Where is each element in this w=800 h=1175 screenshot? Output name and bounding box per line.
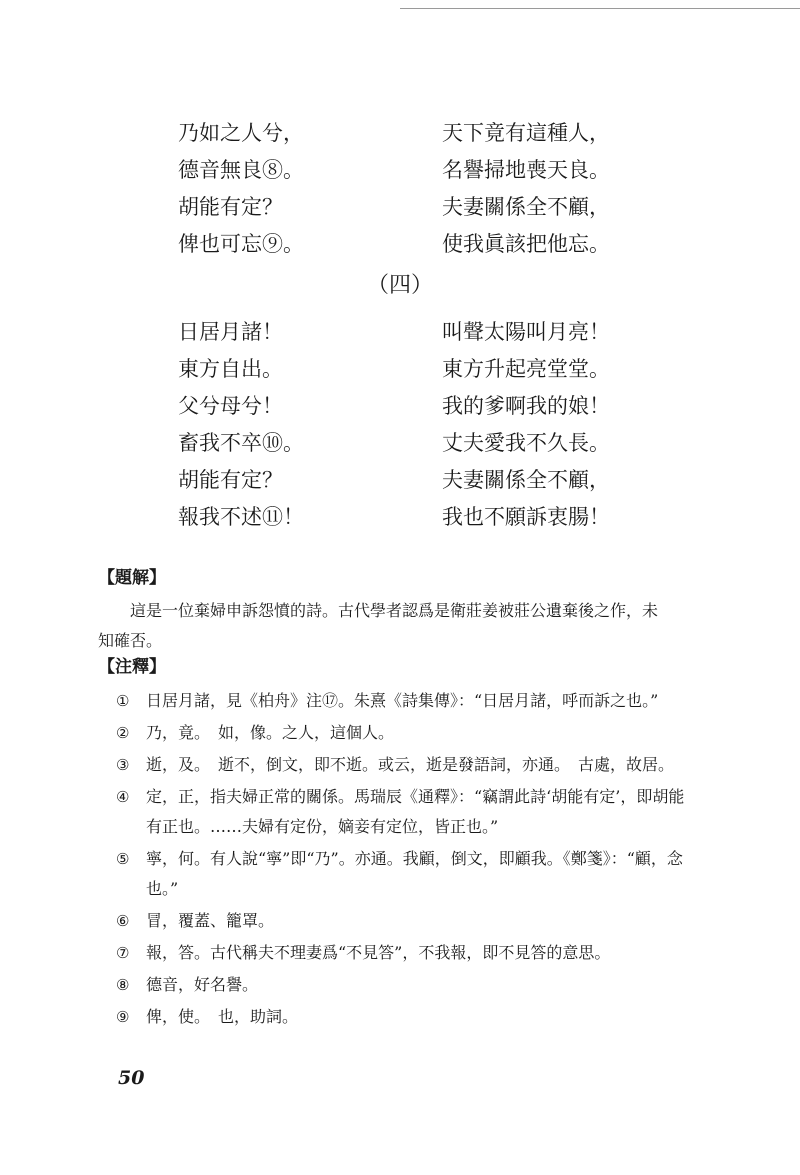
verse-line (0, 503, 800, 540)
note-item (98, 718, 688, 748)
verse-original: 德音無良⑧。 (178, 158, 304, 182)
verse-translation: 名譽掃地喪天良。 (442, 158, 610, 182)
note-text: 日居月諸，見《柏舟》注⑰。朱熹《詩集傳》：“日居月諸，呼而訴之也。” (146, 691, 659, 710)
verse-line (0, 392, 800, 429)
verse-original: 胡能有定？ (178, 468, 283, 492)
note-item (98, 782, 688, 842)
note-item (98, 938, 688, 968)
verse-original: 報我不述⑪！ (178, 505, 304, 529)
note-text: 報，答。古代稱夫不理妻爲“不見答”，不我報，即不見答的意思。 (146, 943, 611, 962)
verse-line (0, 193, 800, 230)
stanza-four (0, 318, 800, 540)
note-number: ⑥ (116, 912, 130, 930)
verse-translation: 夫妻關係全不顧， (442, 468, 610, 492)
note-number: ③ (116, 756, 130, 774)
verse-translation: 東方升起亮堂堂。 (442, 357, 610, 381)
notes-list (98, 686, 688, 1034)
verse-line (0, 156, 800, 193)
page-number: 50 (118, 1067, 145, 1089)
verse-line (0, 318, 800, 355)
verse-line (0, 119, 800, 156)
note-item (98, 686, 688, 716)
tijie-text: 這是一位棄婦申訴怨憤的詩。古代學者認爲是衛莊姜被莊公遺棄後之作，未知確否。 (98, 601, 659, 650)
verse-line (0, 230, 800, 267)
verse-line (0, 355, 800, 392)
note-text: 冒，覆蓋、籠罩。 (146, 911, 275, 930)
verse-line (0, 466, 800, 503)
note-text: 定，正，指夫婦正常的關係。馬瑞辰《通釋》：“竊謂此詩‘胡能有定’，即胡能有正也。……夫婦有定份，嫡妾有定位，皆正也。” (146, 787, 685, 836)
note-item (98, 970, 688, 1000)
verse-translation: 叫聲太陽叫月亮！ (442, 320, 610, 344)
note-item (98, 1002, 688, 1032)
verse-translation: 夫妻關係全不顧， (442, 195, 610, 219)
note-number: ⑧ (116, 976, 130, 994)
zhushi-heading: 【注釋】 (98, 657, 166, 677)
note-number: ④ (116, 788, 130, 806)
verse-original: 俾也可忘⑨。 (178, 232, 304, 256)
note-text: 乃，竟。 如，像。之人，這個人。 (146, 723, 395, 742)
verse-translation: 丈夫愛我不久長。 (442, 431, 610, 455)
verse-translation: 我的爹啊我的娘！ (442, 394, 610, 418)
note-number: ⑨ (116, 1008, 130, 1026)
verse-original: 東方自出。 (178, 357, 283, 381)
note-text: 俾，使。 也，助詞。 (146, 1007, 299, 1026)
verse-original: 日居月諸！ (178, 320, 283, 344)
verse-line (0, 429, 800, 466)
note-item (98, 750, 688, 780)
stanza-four-title: （四） (366, 273, 433, 298)
verse-original: 父兮母兮！ (178, 394, 283, 418)
note-number: ⑦ (116, 944, 130, 962)
tijie-heading: 【題解】 (98, 568, 166, 588)
note-item (98, 906, 688, 936)
note-text: 寧，何。有人說“寧”即“乃”。亦通。我顧，倒文，即顧我。《鄭箋》：“顧，念也。” (146, 849, 683, 898)
top-rule (400, 8, 800, 9)
verse-translation: 天下竟有這種人， (442, 121, 610, 145)
note-item (98, 844, 688, 904)
verse-original: 畜我不卒⑩。 (178, 431, 304, 455)
note-number: ① (116, 692, 130, 710)
note-number: ② (116, 724, 130, 742)
note-text: 逝，及。 逝不，倒文，即不逝。或云，逝是發語詞，亦通。 古處，故居。 (146, 755, 675, 774)
verse-original: 乃如之人兮， (178, 121, 304, 145)
note-text: 德音，好名譽。 (146, 975, 259, 994)
verse-original: 胡能有定？ (178, 195, 283, 219)
verse-translation: 我也不願訴衷腸！ (442, 505, 610, 529)
note-number: ⑤ (116, 850, 130, 868)
stanza-three-end (0, 119, 800, 267)
verse-translation: 使我眞該把他忘。 (442, 232, 610, 256)
